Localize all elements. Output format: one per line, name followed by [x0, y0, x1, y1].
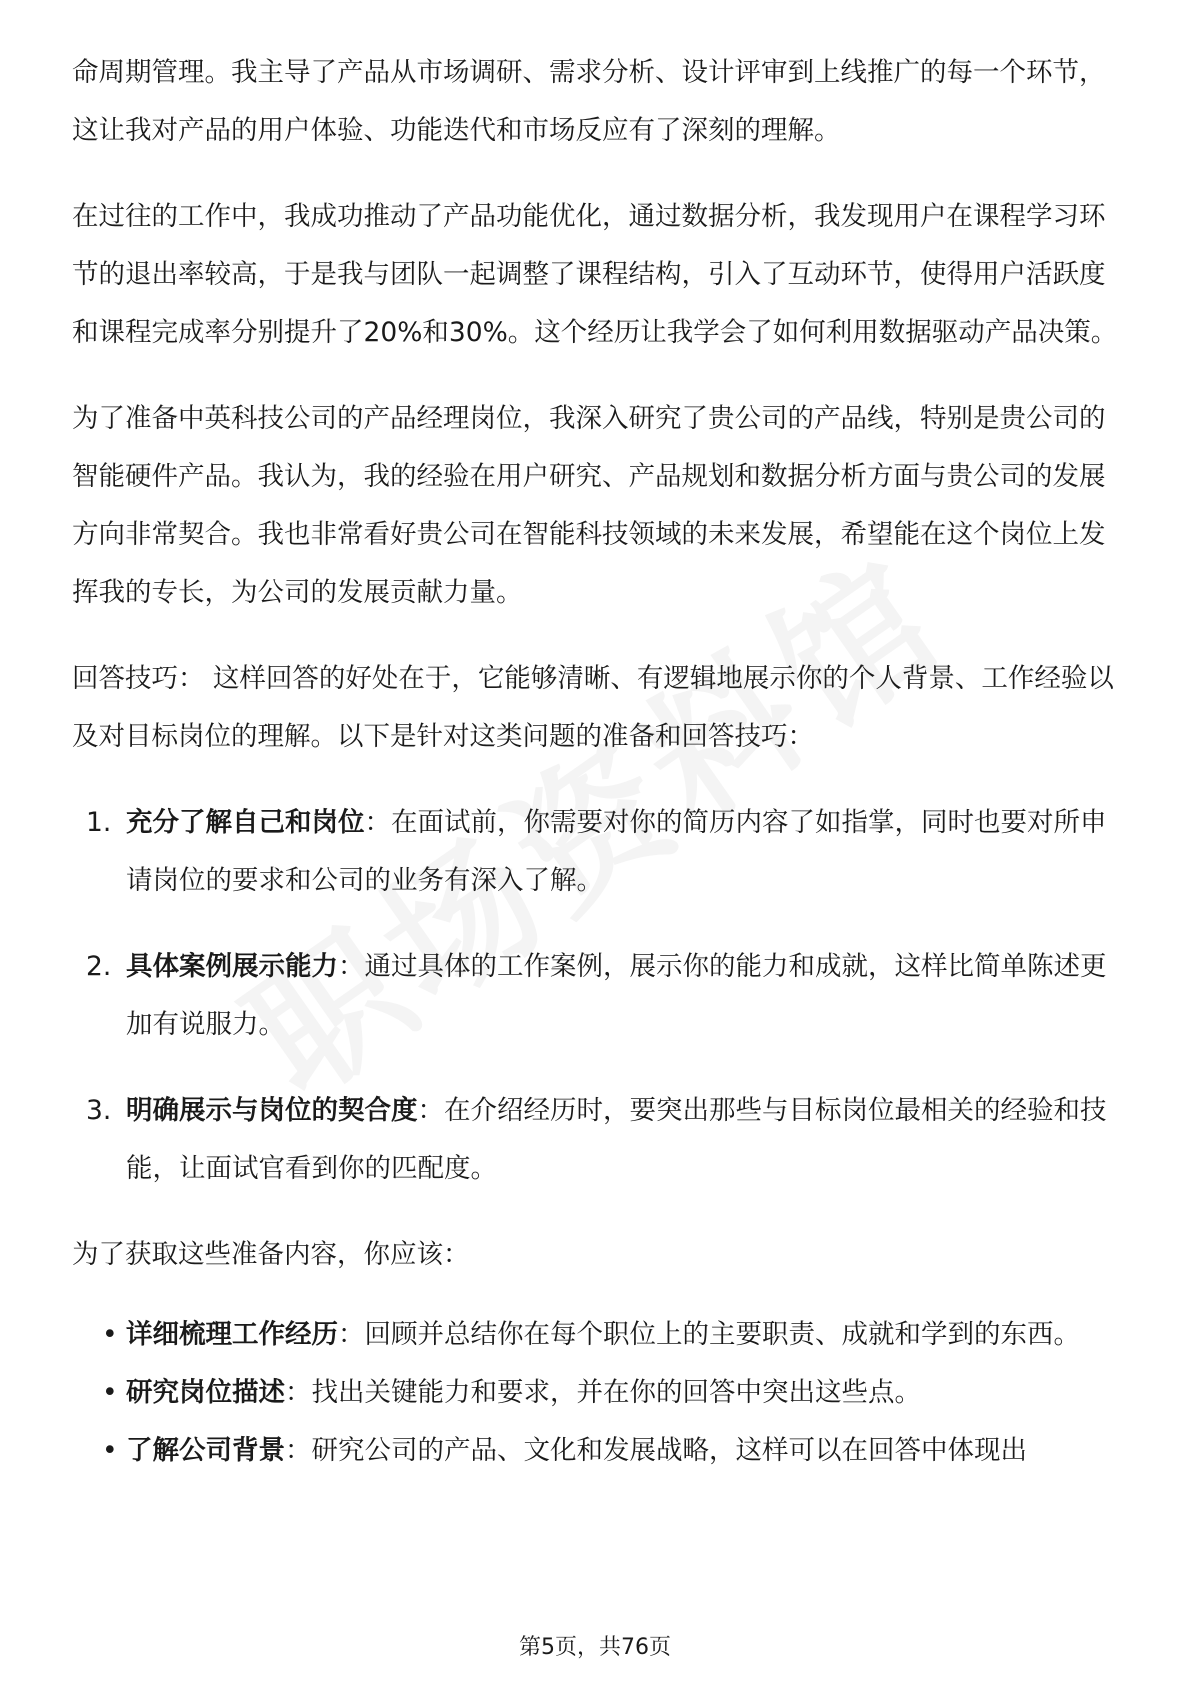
list-number: 2. — [86, 951, 112, 982]
list-item-text: ：找出关键能力和要求，并在你的回答中突出这些点。 — [285, 1377, 921, 1408]
list-item — [72, 938, 1122, 1054]
paragraph: 在过往的工作中，我成功推动了产品功能优化，通过数据分析，我发现用户在课程学习环节的退出率较高，于是我与团队一起调整了课程结构，引入了互动环节，使得用户活跃度和课程完成率分别提升了20%和30%。这个经历让我学会了如何利用数据驱动产品决策。 — [72, 201, 1118, 348]
tips-list — [72, 794, 1122, 1198]
list-number: 3. — [86, 1095, 112, 1126]
list-item — [72, 1306, 1122, 1364]
bullet-icon: • — [102, 1377, 118, 1408]
list-item-text: ：在面试前，你需要对你的简历内容了如指掌，同时也要对所申请岗位的要求和公司的业务有深入了解。 — [126, 807, 1107, 896]
list-item-title: 明确展示与岗位的契合度 — [126, 1095, 418, 1126]
list-item — [72, 1364, 1122, 1422]
bullet-icon: • — [102, 1435, 118, 1466]
list-item-title: 充分了解自己和岗位 — [126, 807, 365, 838]
paragraph: 为了准备中英科技公司的产品经理岗位，我深入研究了贵公司的产品线，特别是贵公司的智能硬件产品。我认为，我的经验在用户研究、产品规划和数据分析方面与贵公司的发展方向非常契合。我也非常看好贵公司在智能科技领域的未来发展，希望能在这个岗位上发挥我的专长，为公司的发展贡献力量。 — [72, 403, 1106, 608]
prep-list — [72, 1306, 1122, 1480]
paragraph-prep-intro: 为了获取这些准备内容，你应该： — [72, 1239, 470, 1270]
list-item-title: 具体案例展示能力 — [126, 951, 338, 982]
paragraph-tips-intro: 回答技巧： 这样回答的好处在于，它能够清晰、有逻辑地展示你的个人背景、工作经验以及对目标岗位的理解。以下是针对这类问题的准备和回答技巧： — [72, 663, 1114, 752]
list-item-text: ：研究公司的产品、文化和发展战略，这样可以在回答中体现出 — [285, 1435, 1027, 1466]
list-number: 1. — [86, 807, 112, 838]
list-item-text: ：回顾并总结你在每个职位上的主要职责、成就和学到的东西。 — [338, 1319, 1080, 1350]
paragraph: 命周期管理。我主导了产品从市场调研、需求分析、设计评审到上线推广的每一个环节，这让我对产品的用户体验、功能迭代和市场反应有了深刻的理解。 — [72, 57, 1106, 146]
page-content — [72, 44, 1122, 1480]
list-item — [72, 794, 1122, 910]
page-number-footer: 第5页，共76页 — [519, 1635, 671, 1660]
list-item — [72, 1422, 1122, 1480]
list-item — [72, 1082, 1122, 1198]
list-item-title: 研究岗位描述 — [126, 1377, 285, 1408]
list-item-text: ：通过具体的工作案例，展示你的能力和成就，这样比简单陈述更加有说服力。 — [126, 951, 1107, 1040]
list-item-text: ：在介绍经历时，要突出那些与目标岗位最相关的经验和技能，让面试官看到你的匹配度。 — [126, 1095, 1107, 1184]
bullet-icon: • — [102, 1319, 118, 1350]
list-item-title: 详细梳理工作经历 — [126, 1319, 338, 1350]
list-item-title: 了解公司背景 — [126, 1435, 285, 1466]
